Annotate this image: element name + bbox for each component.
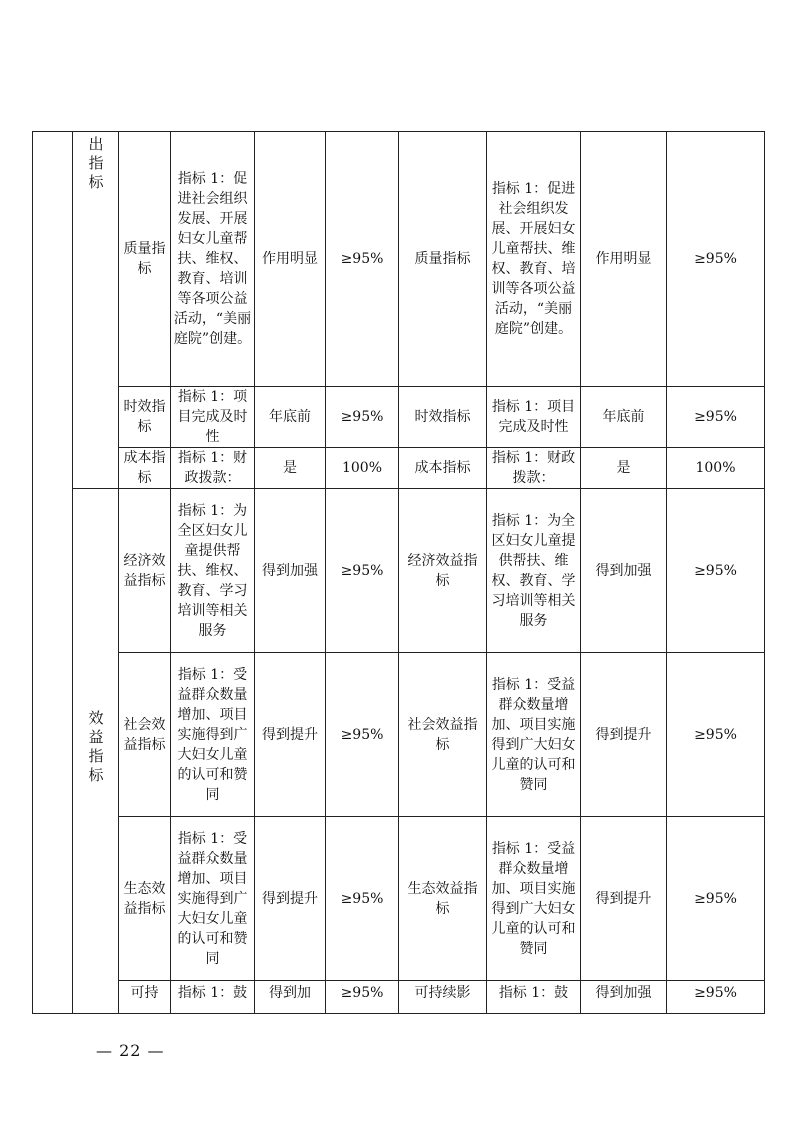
indicator-target-2: ≥95% bbox=[667, 387, 765, 448]
indicator-measure: 得到加 bbox=[255, 981, 326, 1014]
indicator-content: 指标 1：促进社会组织发展、开展妇女儿童帮扶、维权、教育、培训等各项公益活动，“美丽庭院”创建。 bbox=[171, 132, 255, 387]
indicator-measure: 得到提升 bbox=[255, 817, 326, 981]
indicator-target: ≥95% bbox=[326, 817, 399, 981]
sub-indicator-2: 成本指标 bbox=[399, 448, 487, 489]
indicator-measure-2: 年底前 bbox=[581, 387, 667, 448]
sub-indicator-2: 经济效益指标 bbox=[399, 489, 487, 653]
sub-indicator: 社会效益指标 bbox=[119, 653, 171, 817]
indicator-target-2: ≥95% bbox=[667, 817, 765, 981]
sub-indicator-2: 生态效益指标 bbox=[399, 817, 487, 981]
indicator-target-2: ≥95% bbox=[667, 981, 765, 1014]
indicator-content-2: 指标 1：促进社会组织发展、开展妇女儿童帮扶、维权、教育、培训等各项公益活动，“美丽庭院”创建。 bbox=[487, 132, 581, 387]
indicator-content: 指标 1：鼓 bbox=[171, 981, 255, 1014]
performance-indicator-table bbox=[32, 131, 765, 1014]
page-number: — 22 — bbox=[96, 1041, 165, 1060]
indicator-content: 指标 1：受益群众数量增加、项目实施得到广大妇女儿童的认可和赞同 bbox=[171, 653, 255, 817]
indicator-content: 指标 1：受益群众数量增加、项目实施得到广大妇女儿童的认可和赞同 bbox=[171, 817, 255, 981]
sub-indicator-2: 社会效益指标 bbox=[399, 653, 487, 817]
table-row bbox=[33, 653, 765, 817]
table-row bbox=[33, 981, 765, 1014]
indicator-measure-2: 得到提升 bbox=[581, 817, 667, 981]
indicator-content-2: 指标 1：为全区妇女儿童提供帮扶、维权、教育、学习培训等相关服务 bbox=[487, 489, 581, 653]
indicator-target: 100% bbox=[326, 448, 399, 489]
sub-indicator-2: 质量指标 bbox=[399, 132, 487, 387]
indicator-target: ≥95% bbox=[326, 132, 399, 387]
indicator-measure: 是 bbox=[255, 448, 326, 489]
indicator-content: 指标 1：财政拨款： bbox=[171, 448, 255, 489]
indicator-measure-2: 得到提升 bbox=[581, 653, 667, 817]
indicator-measure-2: 得到加强 bbox=[581, 981, 667, 1014]
indicator-target-2: ≥95% bbox=[667, 489, 765, 653]
table-row bbox=[33, 489, 765, 653]
indicator-target: ≥95% bbox=[326, 387, 399, 448]
category-benefit-label: 效益指标 bbox=[86, 710, 105, 786]
indicator-content-2: 指标 1：财政拨款： bbox=[487, 448, 581, 489]
indicator-target-2: 100% bbox=[667, 448, 765, 489]
indicator-content: 指标 1：为全区妇女儿童提供帮扶、维权、教育、学习培训等相关服务 bbox=[171, 489, 255, 653]
sub-indicator: 时效指标 bbox=[119, 387, 171, 448]
indicator-content: 指标 1：项目完成及时性 bbox=[171, 387, 255, 448]
table-row bbox=[33, 817, 765, 981]
indicator-target: ≥95% bbox=[326, 489, 399, 653]
sub-indicator: 生态效益指标 bbox=[119, 817, 171, 981]
category-benefit bbox=[73, 489, 119, 1014]
indicator-target: ≥95% bbox=[326, 653, 399, 817]
indicator-content-2: 指标 1：受益群众数量增加、项目实施得到广大妇女儿童的认可和赞同 bbox=[487, 817, 581, 981]
sub-indicator-2: 可持续影 bbox=[399, 981, 487, 1014]
indicator-measure-2: 作用明显 bbox=[581, 132, 667, 387]
indicator-target-2: ≥95% bbox=[667, 653, 765, 817]
indicator-target-2: ≥95% bbox=[667, 132, 765, 387]
sub-indicator: 可持 bbox=[119, 981, 171, 1014]
indicator-target: ≥95% bbox=[326, 981, 399, 1014]
category-output bbox=[73, 132, 119, 489]
sub-indicator: 成本指标 bbox=[119, 448, 171, 489]
indicator-content-2: 指标 1：项目完成及时性 bbox=[487, 387, 581, 448]
indicator-measure: 作用明显 bbox=[255, 132, 326, 387]
level1-blank-cell bbox=[33, 132, 73, 1014]
category-output-label: 出指标 bbox=[86, 136, 105, 193]
indicator-measure: 得到加强 bbox=[255, 489, 326, 653]
table-row bbox=[33, 132, 765, 387]
table-row bbox=[33, 448, 765, 489]
indicator-measure: 得到提升 bbox=[255, 653, 326, 817]
indicator-content-2: 指标 1：鼓 bbox=[487, 981, 581, 1014]
sub-indicator: 经济效益指标 bbox=[119, 489, 171, 653]
indicator-measure: 年底前 bbox=[255, 387, 326, 448]
indicator-content-2: 指标 1：受益群众数量增加、项目实施得到广大妇女儿童的认可和赞同 bbox=[487, 653, 581, 817]
sub-indicator: 质量指标 bbox=[119, 132, 171, 387]
sub-indicator-2: 时效指标 bbox=[399, 387, 487, 448]
table-row bbox=[33, 387, 765, 448]
indicator-measure-2: 是 bbox=[581, 448, 667, 489]
indicator-measure-2: 得到加强 bbox=[581, 489, 667, 653]
